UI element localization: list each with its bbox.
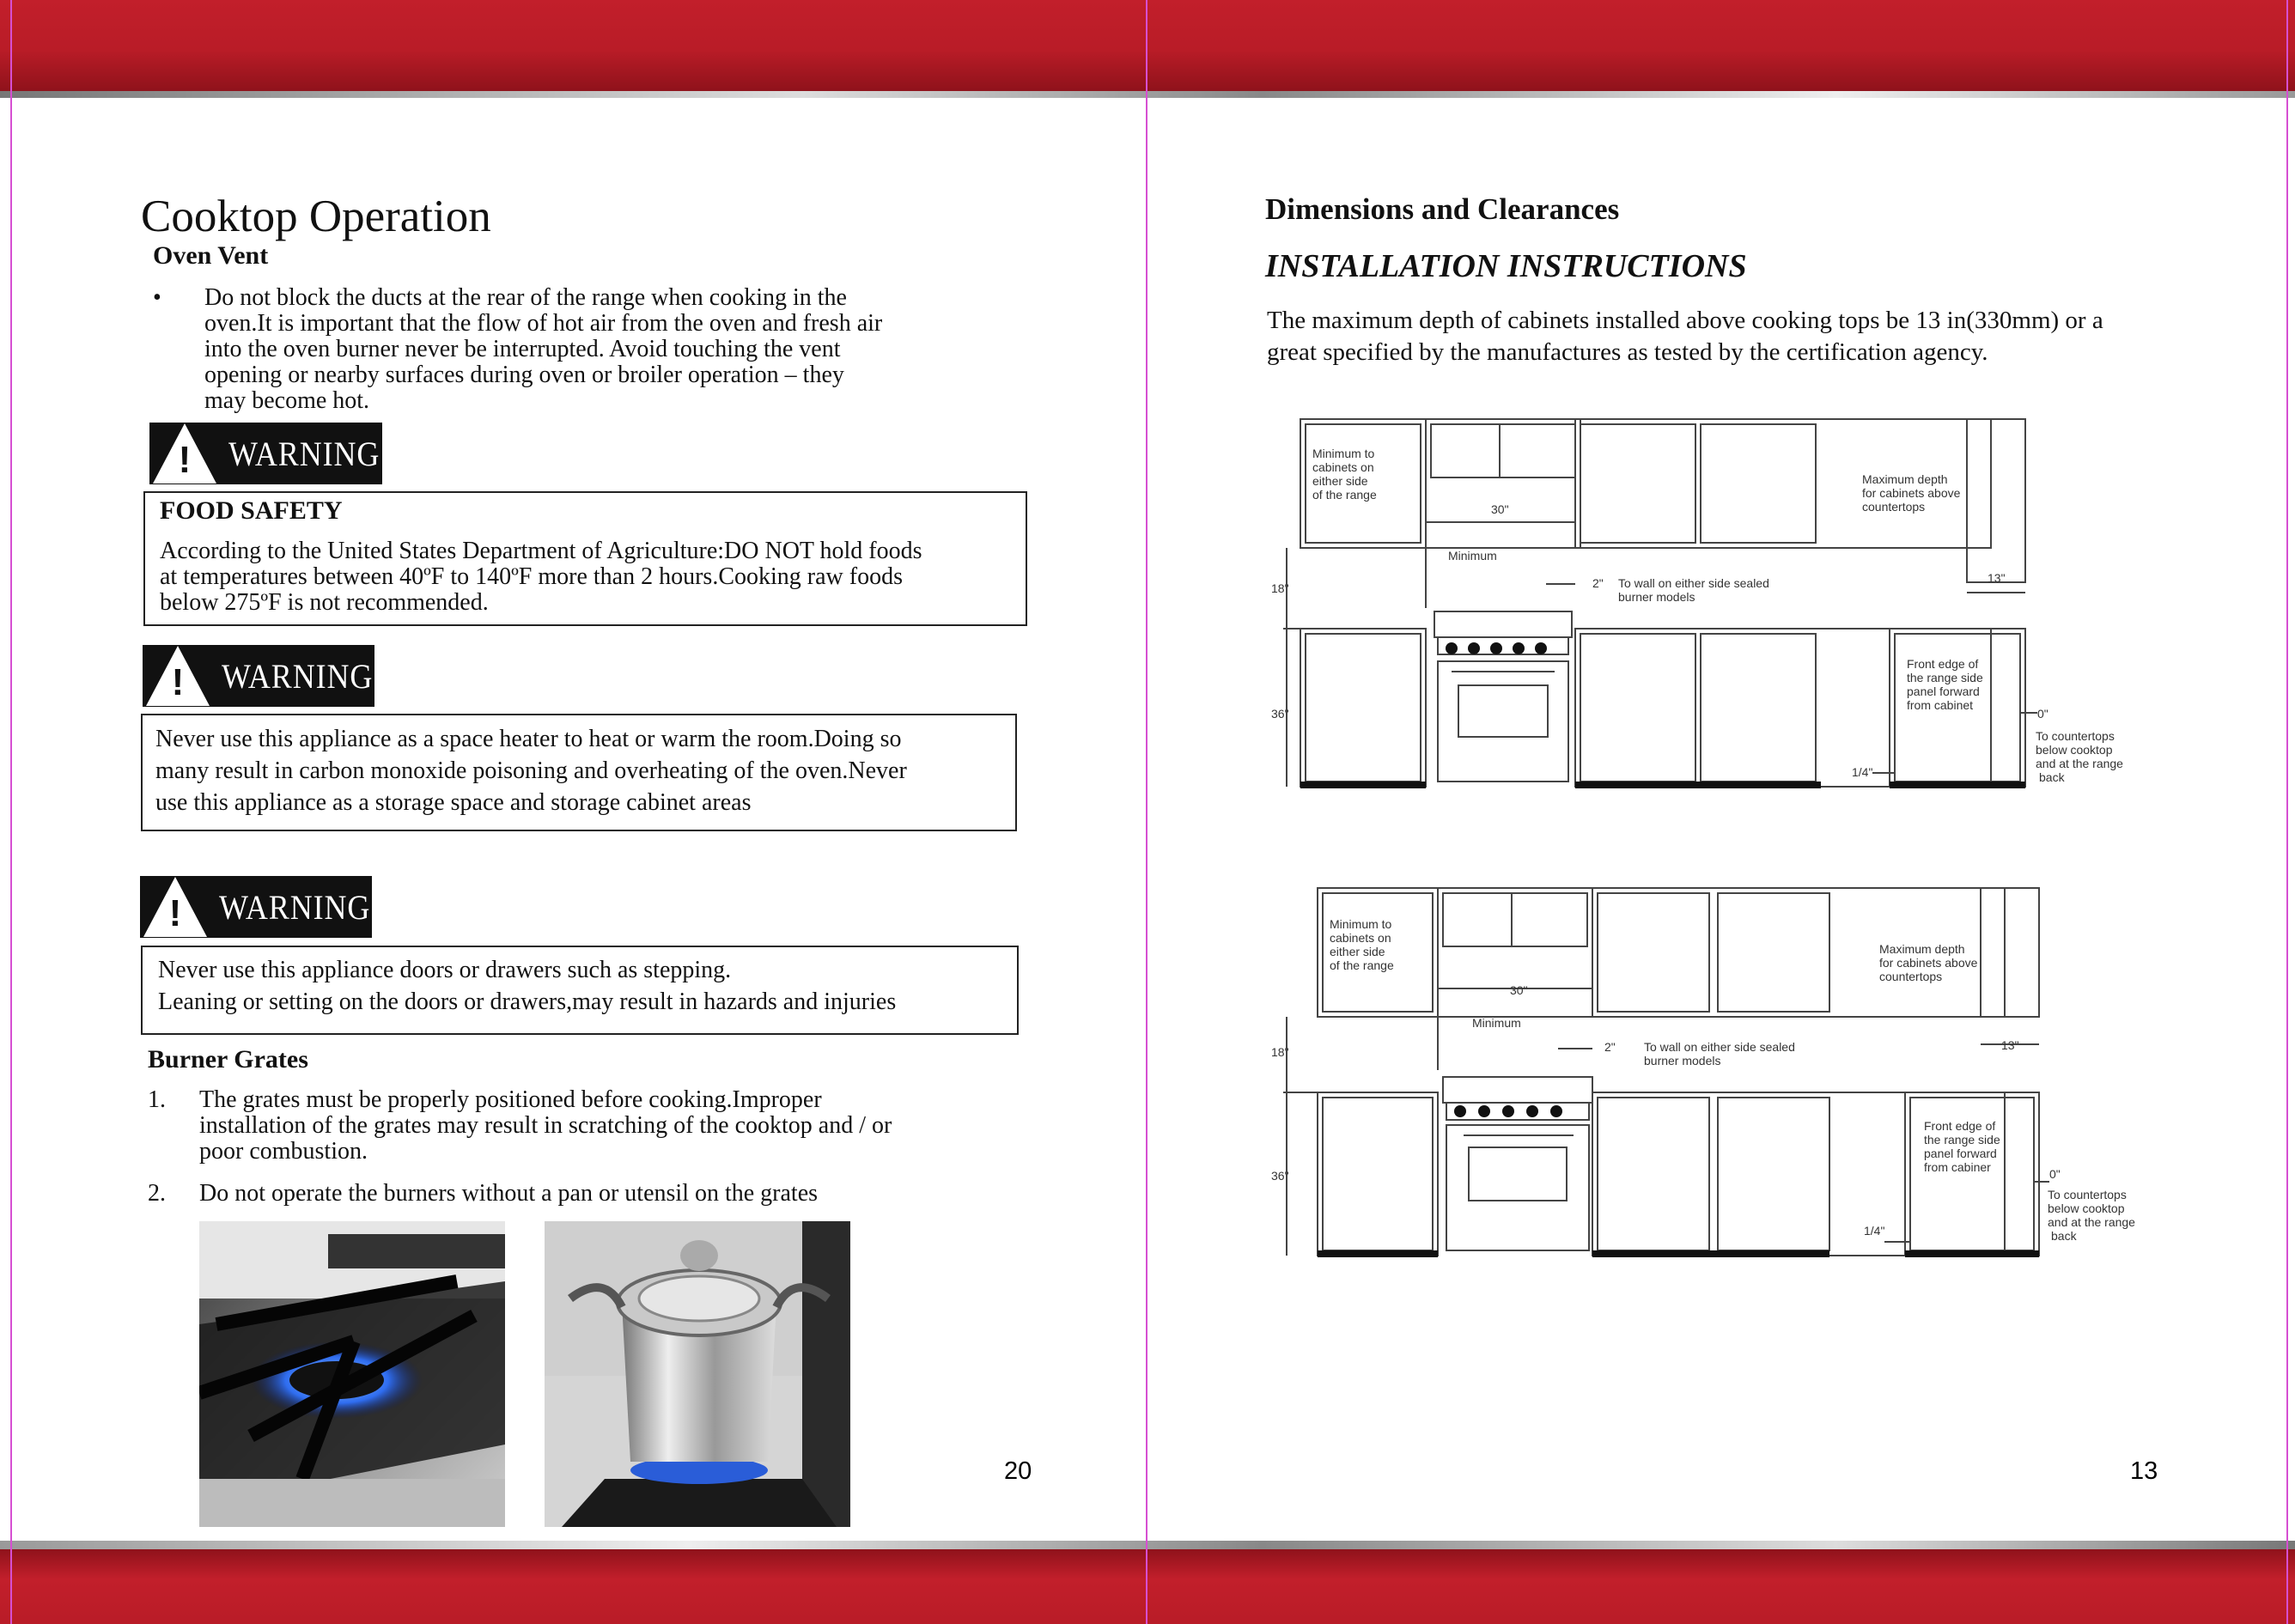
page-edge-left xyxy=(10,0,12,1624)
oven-vent-text xyxy=(204,285,977,414)
text-line: into the oven burner never be interrupted. Avoid touching the vent xyxy=(204,336,841,362)
text-line: at temperatures between 40ºF to 140ºF more than 2 hours.Cooking raw foods xyxy=(160,563,903,590)
diagram-label: from cabiner xyxy=(1924,1160,1991,1174)
warning-label: WARNING xyxy=(222,656,374,696)
warning-banner xyxy=(149,423,382,484)
diagram-label: the range side xyxy=(1907,671,1983,684)
diagram-label: Minimum xyxy=(1448,549,1497,563)
text-line: According to the United States Department of Agriculture:DO NOT hold foods xyxy=(160,538,922,564)
doors-warning-text xyxy=(158,954,896,1018)
diagram-label: back xyxy=(2039,770,2065,784)
diagram-label: of the range xyxy=(1312,488,1377,502)
diagram-label: from cabinet xyxy=(1907,698,1974,712)
food-safety-text xyxy=(160,538,922,616)
diagram-label: countertops xyxy=(1879,970,1943,983)
text-line: Leaning or setting on the doors or drawers,may result in hazards and injuries xyxy=(158,988,897,1015)
space-heater-text xyxy=(155,723,907,818)
text-line: The maximum depth of cabinets installed above cooking tops be 13 in(330mm) or a xyxy=(1267,307,2103,334)
text-line: Never use this appliance as a space heater to heat or warm the room.Doing so xyxy=(155,726,902,752)
diagram-label: burner models xyxy=(1644,1054,1721,1067)
installation-intro xyxy=(1267,305,2103,368)
diagram-label: 1/4" xyxy=(1864,1224,1885,1238)
warning-banner xyxy=(143,645,374,707)
diagram-label: 30" xyxy=(1491,502,1509,516)
list-item xyxy=(199,1181,972,1207)
header-rule xyxy=(0,91,2295,98)
diagram-label: cabinets on xyxy=(1330,931,1391,945)
section-subheading: INSTALLATION INSTRUCTIONS xyxy=(1265,248,1747,284)
page-edge-right xyxy=(2286,0,2288,1624)
diagram-label: for cabinets above xyxy=(1862,486,1961,500)
footer-rule xyxy=(0,1541,2295,1549)
diagram-label: To countertops xyxy=(2048,1188,2127,1201)
diagram-label: 2" xyxy=(1604,1040,1616,1054)
page-title: Cooktop Operation xyxy=(141,192,491,241)
diagram-label: 36" xyxy=(1271,1169,1289,1183)
diagram-label: panel forward xyxy=(1907,684,1980,698)
page-number-left: 20 xyxy=(1004,1457,1032,1485)
burner-flame-photo xyxy=(199,1221,505,1527)
diagram-label: 0" xyxy=(2037,707,2048,721)
diagram-label: either side xyxy=(1330,945,1385,958)
text-line: many result in carbon monoxide poisoning and overheating of the oven.Never xyxy=(155,757,907,784)
diagram-label: of the range xyxy=(1330,958,1394,972)
page-spine xyxy=(1146,0,1148,1624)
page-number-right: 13 xyxy=(2130,1457,2158,1485)
text-line: use this appliance as a storage space and storage cabinet areas xyxy=(155,789,752,816)
warning-label: WARNING xyxy=(219,887,371,927)
doors-warning-box xyxy=(141,946,1019,1035)
text-line: opening or nearby surfaces during oven or broiler operation – they xyxy=(204,362,844,388)
diagram-label: Minimum to xyxy=(1312,447,1375,460)
space-heater-box xyxy=(141,714,1017,831)
warning-label: WARNING xyxy=(228,434,380,473)
text-line: Do not operate the burners without a pan or utensil on the grates xyxy=(199,1180,819,1207)
oven-vent-heading: Oven Vent xyxy=(153,241,269,270)
text-line: Do not block the ducts at the rear of the range when cooking in the xyxy=(204,284,847,311)
clearance-diagram-top xyxy=(1271,412,2147,807)
diagram-label: 30" xyxy=(1510,983,1528,997)
diagram-label: Front edge of xyxy=(1924,1119,1996,1133)
diagram-label: below cooktop xyxy=(2048,1201,2125,1215)
warning-icon: ! xyxy=(146,646,210,706)
text-line: oven.It is important that the flow of hot air from the oven and fresh air xyxy=(204,310,883,337)
diagram-label: Minimum to xyxy=(1330,917,1392,931)
text-line: installation of the grates may result in scratching of the cooktop and / or xyxy=(199,1112,892,1139)
diagram-label: To wall on either side sealed xyxy=(1644,1040,1795,1054)
diagram-label: the range side xyxy=(1924,1133,2000,1147)
list-number: 1. xyxy=(148,1086,166,1113)
text-line: The grates must be properly positioned before cooking.Improper xyxy=(199,1086,822,1113)
warning-icon: ! xyxy=(153,423,216,484)
diagram-label: 36" xyxy=(1271,707,1289,721)
food-safety-box xyxy=(143,491,1027,626)
diagram-label: 13" xyxy=(2001,1038,2019,1052)
diagram-label: Maximum depth xyxy=(1879,942,1965,956)
diagram-label: for cabinets above xyxy=(1879,956,1978,970)
diagram-label: cabinets on xyxy=(1312,460,1374,474)
list-item xyxy=(199,1087,972,1165)
diagram-label: 13" xyxy=(1988,571,2006,585)
warning-banner xyxy=(140,876,372,938)
diagram-label: 0" xyxy=(2049,1167,2061,1181)
diagram-label: burner models xyxy=(1618,590,1695,604)
diagram-label: panel forward xyxy=(1924,1147,1997,1160)
diagram-label: countertops xyxy=(1862,500,1926,514)
text-line: Never use this appliance doors or drawers such as stepping. xyxy=(158,957,732,983)
food-safety-heading: FOOD SAFETY xyxy=(160,496,343,525)
bullet-mark: • xyxy=(153,284,161,311)
diagram-label: To countertops xyxy=(2036,729,2115,743)
diagram-label: and at the range xyxy=(2036,757,2123,770)
diagram-label: back xyxy=(2051,1229,2077,1243)
footer-band xyxy=(0,1549,2295,1624)
diagram-label: 2" xyxy=(1592,576,1604,590)
text-line: poor combustion. xyxy=(199,1138,368,1165)
diagram-label: 18" xyxy=(1271,581,1289,595)
text-line: great specified by the manufactures as tested by the certification agency. xyxy=(1267,338,1988,366)
diagram-label: To wall on either side sealed xyxy=(1618,576,1769,590)
diagram-label: Maximum depth xyxy=(1862,472,1948,486)
header-band xyxy=(0,0,2295,91)
list-number: 2. xyxy=(148,1180,166,1207)
diagram-label: and at the range xyxy=(2048,1215,2135,1229)
text-line: may become hot. xyxy=(204,387,370,414)
clearance-diagram-bottom xyxy=(1271,881,2147,1276)
diagram-label: Front edge of xyxy=(1907,657,1979,671)
warning-icon: ! xyxy=(143,877,207,937)
pot-on-burner-photo xyxy=(545,1221,850,1527)
diagram-label: 18" xyxy=(1271,1045,1289,1059)
diagram-label: either side xyxy=(1312,474,1368,488)
diagram-label: Minimum xyxy=(1472,1016,1521,1030)
diagram-label: below cooktop xyxy=(2036,743,2113,757)
section-heading: Dimensions and Clearances xyxy=(1265,192,1620,226)
burner-grates-heading: Burner Grates xyxy=(148,1045,308,1074)
diagram-label: 1/4" xyxy=(1852,765,1873,779)
text-line: below 275ºF is not recommended. xyxy=(160,589,489,616)
